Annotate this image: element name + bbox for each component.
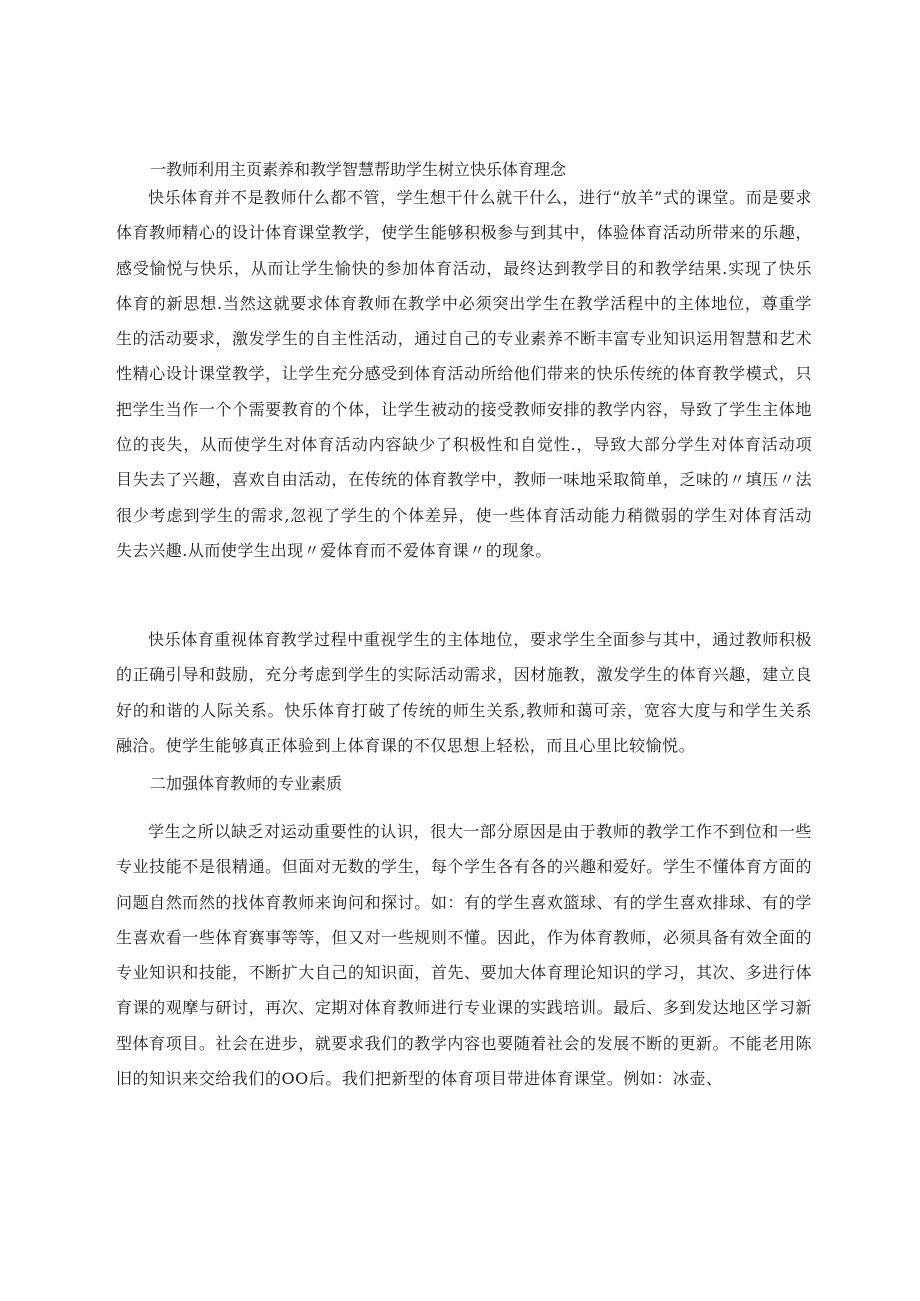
section-2-paragraph-1: 学生之所以缺乏对运动重要性的认识，很大一部分原因是由于教师的教学工作不到位和一些专业技能不是很精通。但面对无数的学生，每个学生各有各的兴趣和爱好。学生不懂体育方面的问题自然而然的找体育教师来询问和探讨。如：有的学生喜欢篮球、有的学生喜欢排球、有的学生喜欢看一些体育赛事等等，但又对一些规则不懂。因此，作为体育教师，必须具备有效全面的专业知识和技能，不断扩大自己的知识面，首先、要加大体育理论知识的学习，其次、多进行体育课的观摩与研讨，再次、定期对体育教师进行专业课的实践培训。最后、多到发达地区学习新型体育项目。社会在进步，就要求我们的教学内容也要随着社会的发展不断的更新。不能老用陈旧的知识来交给我们的OO后。我们把新型的体育项目带进体育课堂。例如：冰壶、 — [116, 822, 812, 1089]
section-heading-1: 一教师利用主页素养和教学智慧帮助学生树立快乐体育理念 — [150, 160, 567, 179]
section-1-paragraph-2: 快乐体育重视体育教学过程中重视学生的主体地位，要求学生全面参与其中，通过教师积极的正确引导和鼓励，充分考虑到学生的实际活动需求，因材施教，激发学生的体育兴趣，建立良好的和谐的人际关系。快乐体育打破了传统的师生关系,教师和蔼可亲，宽容大度与和学生关系融洽。使学生能够真正体验到上体育课的不仅思想上轻松，而且心里比较愉悦。 — [116, 630, 812, 755]
section-1-paragraph-1: 快乐体育并不是教师什么都不管，学生想干什么就干什么，进行“放羊”式的课堂。而是要求体育教师精心的设计体育课堂教学，使学生能够积极参与到其中，体验体育活动所带来的乐趣，感受愉悦与快乐，从而让学生愉快的参加体育活动，最终达到教学目的和教学结果.实现了快乐体育的新思想.当然这就要求体育教师在教学中必须突出学生在教学活程中的主体地位，尊重学生的活动要求，激发学生的自主性活动，通过自己的专业素养不断丰富专业知识运用智慧和艺术性精心设计课堂教学，让学生充分感受到体育活动所给他们带来的快乐传统的体育教学模式，只把学生当作一个个需要教育的个体，让学生被动的接受教师安排的教学内容，导致了学生主体地位的丧失，从而使学生对体育活动内容缺少了积极性和自觉性.，导致大部分学生对体育活动项目失去了兴趣，喜欢自由活动，在传统的体育教学中，教师一味地采取简单，乏味的〃填压〃法很少考虑到学生的需求,忽视了学生的个体差异，使一些体育活动能力稍微弱的学生对体育活动失去兴趣.从而使学生出现〃爱体育而不爱体育课〃的现象。 — [116, 188, 812, 560]
section-heading-2: 二加强体育教师的专业素质 — [150, 774, 343, 793]
